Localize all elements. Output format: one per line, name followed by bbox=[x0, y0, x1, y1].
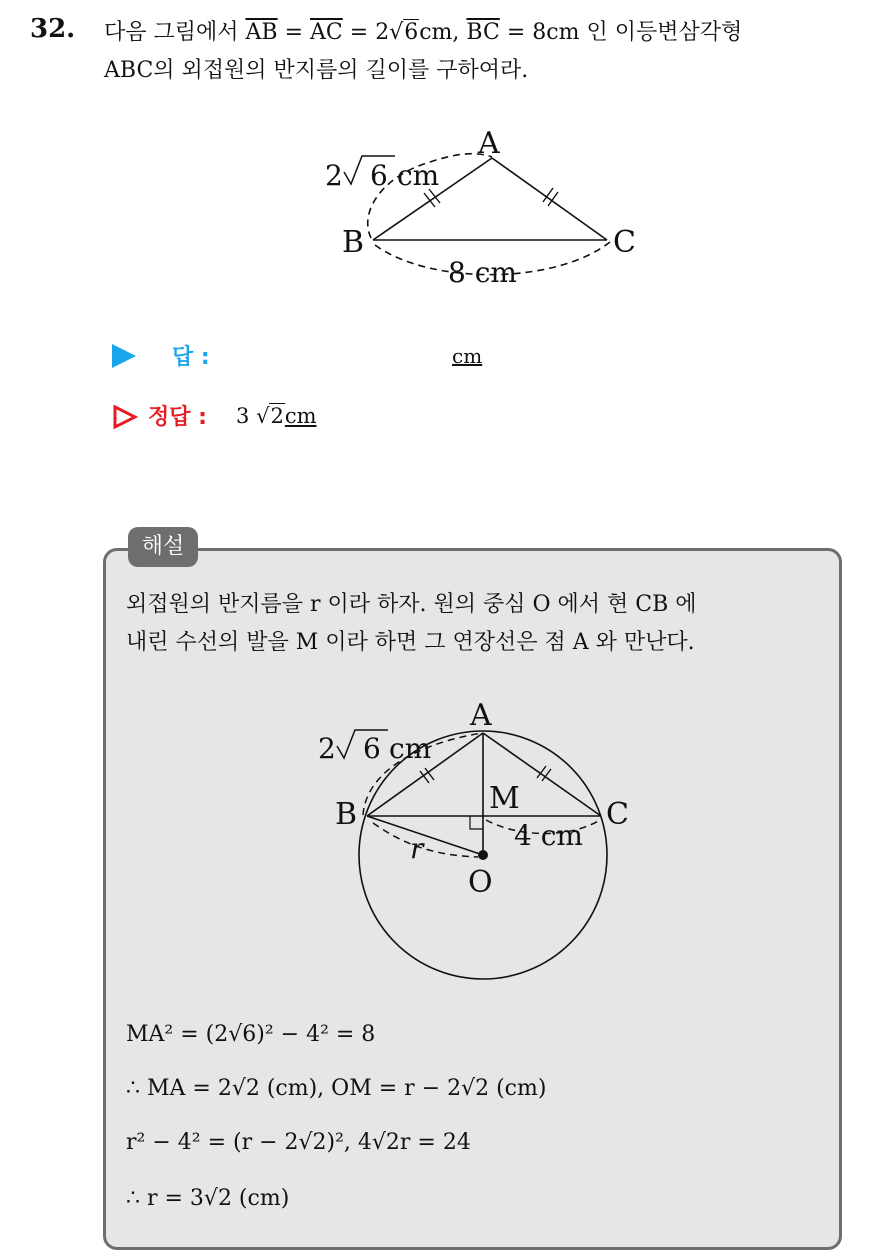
side-length-rad: 6 bbox=[363, 732, 381, 765]
question-line-2: ABC의 외접원의 반지름의 길이를 구하여라. bbox=[104, 58, 529, 83]
segment-ac: $\overline{AC}$ bbox=[310, 20, 343, 45]
solution-tag: 해설 bbox=[128, 527, 198, 567]
base-length-label: 8 cm bbox=[448, 256, 517, 289]
solution-line-1: 외접원의 반지름을 r 이라 하자. 원의 중심 O 에서 현 CB 에 bbox=[126, 592, 697, 617]
side-length-unit: cm bbox=[389, 732, 432, 765]
radius-label: r bbox=[410, 832, 424, 865]
correct-answer-label: 정답 : bbox=[148, 405, 207, 430]
equation-4: ∴ r = 3√2 (cm) bbox=[126, 1186, 290, 1211]
correct-answer-row bbox=[112, 400, 512, 436]
half-base-label: 4 cm bbox=[514, 819, 583, 852]
vertex-label-a: A bbox=[470, 698, 492, 733]
equation-1: MA² = (2√6)² − 4² = 8 bbox=[126, 1022, 376, 1047]
solution-text bbox=[126, 586, 826, 662]
side-length-unit: cm bbox=[397, 159, 440, 192]
triangle-figure bbox=[0, 0, 884, 330]
equation-3: r² − 4² = (r − 2√2)², 4√2r = 24 bbox=[126, 1130, 471, 1155]
sqrt-symbol: √6 bbox=[389, 20, 419, 45]
right-angle-mark bbox=[470, 816, 483, 829]
solution-line-2: 내린 수선의 발을 M 이라 하면 그 연장선은 점 A 와 만난다. bbox=[126, 630, 695, 655]
vertex-label-b: B bbox=[335, 797, 358, 832]
vertex-label-b: B bbox=[342, 225, 365, 260]
answer-row bbox=[112, 340, 612, 376]
vertex-label-a: A bbox=[478, 126, 500, 161]
segment-bo bbox=[367, 816, 483, 855]
side-ac bbox=[492, 158, 607, 240]
vertex-label-c: C bbox=[606, 797, 629, 832]
question-line-1: 다음 그림에서 $\overline{AB} = \overline{AC} = 2√6cm$, $\overline{BC} = 8cm$ 인 이등변삼각형 bbox=[104, 14, 874, 52]
side-length-rad: 6 bbox=[370, 159, 388, 192]
answer-label: 답 : bbox=[172, 345, 210, 370]
side-length-coef: 2 bbox=[325, 159, 343, 192]
circumcircle-figure bbox=[0, 680, 884, 1000]
side-length-coef: 2 bbox=[318, 732, 336, 765]
arc-bo bbox=[373, 823, 478, 857]
segment-ab: $\overline{AB}$ bbox=[245, 20, 278, 45]
vertex-label-c: C bbox=[613, 225, 636, 260]
correct-answer-value: 3 √2cm bbox=[236, 404, 317, 428]
center-point-o bbox=[478, 850, 488, 860]
point-label-m: M bbox=[489, 781, 520, 816]
answer-unit: cm bbox=[452, 344, 483, 368]
outline-triangle-icon bbox=[112, 404, 138, 430]
point-label-o: O bbox=[468, 865, 493, 900]
question-number: 32. bbox=[30, 14, 76, 44]
equation-2: ∴ MA = 2√2 (cm), OM = r − 2√2 (cm) bbox=[126, 1076, 547, 1101]
segment-bc: $\overline{BC}$ bbox=[466, 20, 500, 45]
play-triangle-icon bbox=[112, 344, 136, 368]
